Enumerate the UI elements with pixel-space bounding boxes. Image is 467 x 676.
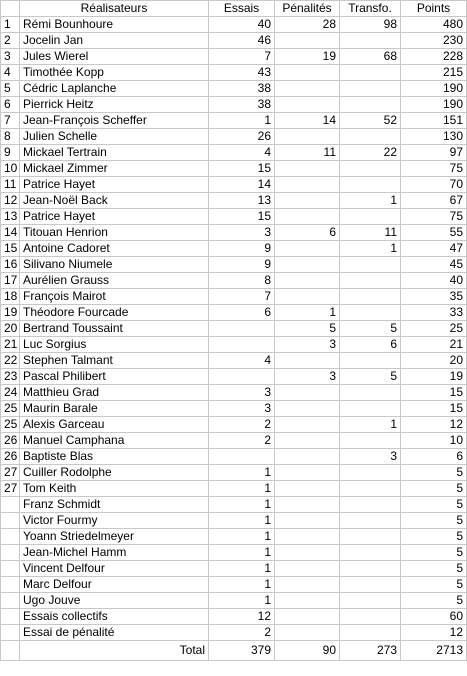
- essais-cell[interactable]: 38: [209, 97, 275, 113]
- penalites-cell[interactable]: [275, 561, 340, 577]
- name-cell[interactable]: Jean-François Scheffer: [20, 113, 209, 129]
- points-cell[interactable]: 55: [401, 225, 467, 241]
- penalites-cell[interactable]: [275, 65, 340, 81]
- name-cell[interactable]: Tom Keith: [20, 481, 209, 497]
- essais-cell[interactable]: 9: [209, 241, 275, 257]
- rank-cell[interactable]: 14: [1, 225, 20, 241]
- table-row: [1, 17, 467, 33]
- essais-cell[interactable]: 8: [209, 273, 275, 289]
- rank-cell[interactable]: [1, 593, 20, 609]
- table-row: [1, 465, 467, 481]
- header-points[interactable]: Points: [401, 1, 467, 17]
- header-penalites[interactable]: Pénalités: [275, 1, 340, 17]
- transfo-cell[interactable]: 5: [340, 369, 401, 385]
- transfo-cell[interactable]: [340, 481, 401, 497]
- essais-cell[interactable]: [209, 321, 275, 337]
- table-row: [1, 401, 467, 417]
- essais-cell[interactable]: 13: [209, 193, 275, 209]
- essais-cell[interactable]: 1: [209, 593, 275, 609]
- transfo-cell[interactable]: [340, 385, 401, 401]
- penalites-cell[interactable]: [275, 353, 340, 369]
- table-row: [1, 593, 467, 609]
- penalites-cell[interactable]: [275, 81, 340, 97]
- points-cell[interactable]: 15: [401, 385, 467, 401]
- penalites-cell[interactable]: [275, 593, 340, 609]
- points-cell[interactable]: 190: [401, 97, 467, 113]
- points-cell[interactable]: 5: [401, 497, 467, 513]
- penalites-cell[interactable]: [275, 481, 340, 497]
- transfo-cell[interactable]: [340, 353, 401, 369]
- name-cell[interactable]: Essais collectifs: [20, 609, 209, 625]
- header-realisateurs[interactable]: Réalisateurs: [20, 1, 209, 17]
- penalites-cell[interactable]: 28: [275, 17, 340, 33]
- points-cell[interactable]: 12: [401, 417, 467, 433]
- essais-cell[interactable]: 2: [209, 433, 275, 449]
- rank-cell[interactable]: 7: [1, 113, 20, 129]
- name-cell[interactable]: Théodore Fourcade: [20, 305, 209, 321]
- penalites-cell[interactable]: [275, 417, 340, 433]
- points-cell[interactable]: 15: [401, 401, 467, 417]
- table-row: [1, 289, 467, 305]
- table-row: [1, 337, 467, 353]
- table-row: [1, 481, 467, 497]
- table-row: [1, 177, 467, 193]
- table-row: [1, 257, 467, 273]
- essais-cell[interactable]: 4: [209, 353, 275, 369]
- rank-cell[interactable]: 17: [1, 273, 20, 289]
- rank-cell[interactable]: 12: [1, 193, 20, 209]
- transfo-cell[interactable]: 1: [340, 193, 401, 209]
- penalites-cell[interactable]: [275, 625, 340, 641]
- table-row: [1, 385, 467, 401]
- transfo-cell[interactable]: [340, 81, 401, 97]
- name-cell[interactable]: Cédric Laplanche: [20, 81, 209, 97]
- points-cell[interactable]: 35: [401, 289, 467, 305]
- essais-cell[interactable]: 26: [209, 129, 275, 145]
- rank-cell[interactable]: 11: [1, 177, 20, 193]
- name-cell[interactable]: Jules Wierel: [20, 49, 209, 65]
- table-row: [1, 369, 467, 385]
- essais-cell[interactable]: 6: [209, 305, 275, 321]
- penalites-cell[interactable]: [275, 33, 340, 49]
- name-cell[interactable]: Patrice Hayet: [20, 209, 209, 225]
- penalites-cell[interactable]: [275, 177, 340, 193]
- header-row: [1, 1, 467, 17]
- transfo-cell[interactable]: 5: [340, 321, 401, 337]
- points-cell[interactable]: 33: [401, 305, 467, 321]
- total-points[interactable]: 2713: [401, 641, 467, 661]
- name-cell[interactable]: Patrice Hayet: [20, 177, 209, 193]
- points-cell[interactable]: 70: [401, 177, 467, 193]
- name-cell[interactable]: Antoine Cadoret: [20, 241, 209, 257]
- rank-cell[interactable]: [1, 513, 20, 529]
- transfo-cell[interactable]: [340, 257, 401, 273]
- name-cell[interactable]: Titouan Henrion: [20, 225, 209, 241]
- table-row: [1, 209, 467, 225]
- total-transfo[interactable]: 273: [340, 641, 401, 661]
- penalites-cell[interactable]: 1: [275, 305, 340, 321]
- penalites-cell[interactable]: [275, 257, 340, 273]
- essais-cell[interactable]: 12: [209, 609, 275, 625]
- transfo-cell[interactable]: [340, 33, 401, 49]
- penalites-cell[interactable]: [275, 497, 340, 513]
- rank-cell[interactable]: 1: [1, 17, 20, 33]
- rank-cell[interactable]: [1, 545, 20, 561]
- name-cell[interactable]: François Mairot: [20, 289, 209, 305]
- penalites-cell[interactable]: 11: [275, 145, 340, 161]
- essais-cell[interactable]: 1: [209, 481, 275, 497]
- transfo-cell[interactable]: [340, 273, 401, 289]
- transfo-cell[interactable]: [340, 129, 401, 145]
- points-cell[interactable]: 21: [401, 337, 467, 353]
- points-cell[interactable]: 47: [401, 241, 467, 257]
- penalites-cell[interactable]: [275, 161, 340, 177]
- table-row: [1, 305, 467, 321]
- name-cell[interactable]: Stephen Talmant: [20, 353, 209, 369]
- points-cell[interactable]: 5: [401, 529, 467, 545]
- transfo-cell[interactable]: [340, 401, 401, 417]
- essais-cell[interactable]: [209, 337, 275, 353]
- name-cell[interactable]: Aurélien Grauss: [20, 273, 209, 289]
- penalites-cell[interactable]: [275, 193, 340, 209]
- points-cell[interactable]: 5: [401, 593, 467, 609]
- penalites-cell[interactable]: 3: [275, 337, 340, 353]
- points-cell[interactable]: 480: [401, 17, 467, 33]
- table-row: [1, 625, 467, 641]
- essais-cell[interactable]: [209, 449, 275, 465]
- transfo-cell[interactable]: [340, 161, 401, 177]
- transfo-cell[interactable]: [340, 97, 401, 113]
- name-cell[interactable]: Mickael Zimmer: [20, 161, 209, 177]
- penalites-cell[interactable]: [275, 241, 340, 257]
- rank-cell[interactable]: 25: [1, 417, 20, 433]
- rank-cell[interactable]: 6: [1, 97, 20, 113]
- rank-cell[interactable]: [1, 561, 20, 577]
- name-cell[interactable]: Marc Delfour: [20, 577, 209, 593]
- points-cell[interactable]: 75: [401, 209, 467, 225]
- rank-cell[interactable]: 22: [1, 353, 20, 369]
- penalites-cell[interactable]: [275, 385, 340, 401]
- rank-cell[interactable]: 15: [1, 241, 20, 257]
- transfo-cell[interactable]: 68: [340, 49, 401, 65]
- name-cell[interactable]: Luc Sorgius: [20, 337, 209, 353]
- total-penalites[interactable]: 90: [275, 641, 340, 661]
- transfo-cell[interactable]: [340, 289, 401, 305]
- table-row: [1, 577, 467, 593]
- essais-cell[interactable]: 1: [209, 497, 275, 513]
- points-cell[interactable]: 45: [401, 257, 467, 273]
- essais-cell[interactable]: 3: [209, 385, 275, 401]
- essais-cell[interactable]: 3: [209, 401, 275, 417]
- name-cell[interactable]: Maurin Barale: [20, 401, 209, 417]
- rank-cell[interactable]: 19: [1, 305, 20, 321]
- name-cell[interactable]: Yoann Striedelmeyer: [20, 529, 209, 545]
- transfo-cell[interactable]: 3: [340, 449, 401, 465]
- name-cell[interactable]: Manuel Camphana: [20, 433, 209, 449]
- penalites-cell[interactable]: [275, 97, 340, 113]
- points-cell[interactable]: 190: [401, 81, 467, 97]
- essais-cell[interactable]: 1: [209, 561, 275, 577]
- name-cell[interactable]: Rémi Bounhoure: [20, 17, 209, 33]
- table-row: [1, 65, 467, 81]
- table-body: [1, 17, 467, 641]
- rank-cell[interactable]: 24: [1, 385, 20, 401]
- name-cell[interactable]: Bertrand Toussaint: [20, 321, 209, 337]
- table-row: [1, 497, 467, 513]
- rank-cell[interactable]: 2: [1, 33, 20, 49]
- rank-cell[interactable]: 20: [1, 321, 20, 337]
- name-cell[interactable]: Alexis Garceau: [20, 417, 209, 433]
- total-label[interactable]: Total: [20, 641, 209, 661]
- table-row: [1, 273, 467, 289]
- penalites-cell[interactable]: [275, 209, 340, 225]
- points-cell[interactable]: 5: [401, 465, 467, 481]
- points-cell[interactable]: 228: [401, 49, 467, 65]
- rank-cell[interactable]: 8: [1, 129, 20, 145]
- table-row: [1, 97, 467, 113]
- rank-cell[interactable]: 3: [1, 49, 20, 65]
- rank-cell[interactable]: 10: [1, 161, 20, 177]
- points-cell[interactable]: 5: [401, 513, 467, 529]
- table-row: [1, 417, 467, 433]
- transfo-cell[interactable]: [340, 561, 401, 577]
- penalites-cell[interactable]: [275, 449, 340, 465]
- transfo-cell[interactable]: 98: [340, 17, 401, 33]
- table-row: [1, 49, 467, 65]
- penalites-cell[interactable]: 14: [275, 113, 340, 129]
- points-cell[interactable]: 97: [401, 145, 467, 161]
- transfo-cell[interactable]: [340, 465, 401, 481]
- rank-cell[interactable]: 26: [1, 433, 20, 449]
- points-cell[interactable]: 20: [401, 353, 467, 369]
- transfo-cell[interactable]: 22: [340, 145, 401, 161]
- rank-cell[interactable]: 18: [1, 289, 20, 305]
- transfo-cell[interactable]: 1: [340, 241, 401, 257]
- name-cell[interactable]: Victor Fourmy: [20, 513, 209, 529]
- table-row: [1, 449, 467, 465]
- essais-cell[interactable]: 1: [209, 113, 275, 129]
- points-cell[interactable]: 215: [401, 65, 467, 81]
- points-cell[interactable]: 151: [401, 113, 467, 129]
- transfo-cell[interactable]: [340, 177, 401, 193]
- table-row: [1, 513, 467, 529]
- rank-cell[interactable]: [1, 529, 20, 545]
- name-cell[interactable]: Mickael Tertrain: [20, 145, 209, 161]
- table-row: [1, 161, 467, 177]
- name-cell[interactable]: Cuiller Rodolphe: [20, 465, 209, 481]
- essais-cell[interactable]: 40: [209, 17, 275, 33]
- essais-cell[interactable]: 1: [209, 545, 275, 561]
- rank-cell[interactable]: 27: [1, 481, 20, 497]
- transfo-cell[interactable]: [340, 529, 401, 545]
- points-cell[interactable]: 12: [401, 625, 467, 641]
- rank-cell[interactable]: [1, 497, 20, 513]
- penalites-cell[interactable]: [275, 273, 340, 289]
- table-row: [1, 193, 467, 209]
- penalites-cell[interactable]: 3: [275, 369, 340, 385]
- name-cell[interactable]: Silivano Niumele: [20, 257, 209, 273]
- points-cell[interactable]: 6: [401, 449, 467, 465]
- points-cell[interactable]: 67: [401, 193, 467, 209]
- essais-cell[interactable]: 7: [209, 289, 275, 305]
- transfo-cell[interactable]: [340, 625, 401, 641]
- essais-cell[interactable]: 1: [209, 529, 275, 545]
- penalites-cell[interactable]: [275, 577, 340, 593]
- points-cell[interactable]: 19: [401, 369, 467, 385]
- table-row: [1, 33, 467, 49]
- rank-cell[interactable]: 26: [1, 449, 20, 465]
- points-cell[interactable]: 230: [401, 33, 467, 49]
- header-rank[interactable]: [1, 1, 20, 17]
- rank-cell[interactable]: 13: [1, 209, 20, 225]
- rank-cell[interactable]: 21: [1, 337, 20, 353]
- penalites-cell[interactable]: [275, 289, 340, 305]
- table-row: [1, 545, 467, 561]
- name-cell[interactable]: Jocelin Jan: [20, 33, 209, 49]
- rank-cell[interactable]: 9: [1, 145, 20, 161]
- rank-cell[interactable]: 5: [1, 81, 20, 97]
- penalites-cell[interactable]: [275, 129, 340, 145]
- transfo-cell[interactable]: [340, 609, 401, 625]
- essais-cell[interactable]: 7: [209, 49, 275, 65]
- essais-cell[interactable]: 38: [209, 81, 275, 97]
- penalites-cell[interactable]: [275, 401, 340, 417]
- essais-cell[interactable]: [209, 369, 275, 385]
- points-cell[interactable]: 130: [401, 129, 467, 145]
- table-row: [1, 561, 467, 577]
- transfo-cell[interactable]: [340, 497, 401, 513]
- transfo-cell[interactable]: [340, 209, 401, 225]
- table-row: [1, 241, 467, 257]
- penalites-cell[interactable]: 19: [275, 49, 340, 65]
- rank-cell[interactable]: [1, 577, 20, 593]
- name-cell[interactable]: Franz Schmidt: [20, 497, 209, 513]
- name-cell[interactable]: Julien Schelle: [20, 129, 209, 145]
- rank-cell[interactable]: 25: [1, 401, 20, 417]
- points-cell[interactable]: 5: [401, 561, 467, 577]
- points-cell[interactable]: 5: [401, 481, 467, 497]
- points-cell[interactable]: 25: [401, 321, 467, 337]
- penalites-cell[interactable]: 6: [275, 225, 340, 241]
- header-transfo[interactable]: Transfo.: [340, 1, 401, 17]
- table-row: [1, 433, 467, 449]
- transfo-cell[interactable]: [340, 577, 401, 593]
- essais-cell[interactable]: 3: [209, 225, 275, 241]
- essais-cell[interactable]: 1: [209, 577, 275, 593]
- name-cell[interactable]: Matthieu Grad: [20, 385, 209, 401]
- name-cell[interactable]: Pierrick Heitz: [20, 97, 209, 113]
- penalites-cell[interactable]: [275, 513, 340, 529]
- transfo-cell[interactable]: [340, 433, 401, 449]
- name-cell[interactable]: Timothée Kopp: [20, 65, 209, 81]
- table-row: [1, 529, 467, 545]
- table-row: [1, 81, 467, 97]
- essais-cell[interactable]: 15: [209, 209, 275, 225]
- essais-cell[interactable]: 2: [209, 625, 275, 641]
- rank-cell[interactable]: 16: [1, 257, 20, 273]
- name-cell[interactable]: Baptiste Blas: [20, 449, 209, 465]
- table-row: [1, 225, 467, 241]
- penalites-cell[interactable]: [275, 433, 340, 449]
- total-rank-cell[interactable]: [1, 641, 20, 661]
- transfo-cell[interactable]: [340, 305, 401, 321]
- penalites-cell[interactable]: [275, 465, 340, 481]
- points-cell[interactable]: 75: [401, 161, 467, 177]
- table-row: [1, 321, 467, 337]
- name-cell[interactable]: Vincent Delfour: [20, 561, 209, 577]
- rank-cell[interactable]: [1, 625, 20, 641]
- points-cell[interactable]: 60: [401, 609, 467, 625]
- penalites-cell[interactable]: [275, 609, 340, 625]
- essais-cell[interactable]: 15: [209, 161, 275, 177]
- penalites-cell[interactable]: 5: [275, 321, 340, 337]
- transfo-cell[interactable]: [340, 513, 401, 529]
- transfo-cell[interactable]: [340, 593, 401, 609]
- name-cell[interactable]: Jean-Noël Back: [20, 193, 209, 209]
- transfo-cell[interactable]: 11: [340, 225, 401, 241]
- transfo-cell[interactable]: 1: [340, 417, 401, 433]
- points-cell[interactable]: 10: [401, 433, 467, 449]
- table-row: [1, 113, 467, 129]
- essais-cell[interactable]: 4: [209, 145, 275, 161]
- rank-cell[interactable]: [1, 609, 20, 625]
- transfo-cell[interactable]: 52: [340, 113, 401, 129]
- table-row: [1, 145, 467, 161]
- penalites-cell[interactable]: [275, 545, 340, 561]
- essais-cell[interactable]: 2: [209, 417, 275, 433]
- essais-cell[interactable]: 46: [209, 33, 275, 49]
- total-essais[interactable]: 379: [209, 641, 275, 661]
- name-cell[interactable]: Jean-Michel Hamm: [20, 545, 209, 561]
- name-cell[interactable]: Pascal Philibert: [20, 369, 209, 385]
- transfo-cell[interactable]: [340, 65, 401, 81]
- essais-cell[interactable]: 43: [209, 65, 275, 81]
- rank-cell[interactable]: 23: [1, 369, 20, 385]
- points-cell[interactable]: 40: [401, 273, 467, 289]
- rank-cell[interactable]: 4: [1, 65, 20, 81]
- total-row: [1, 641, 467, 661]
- points-cell[interactable]: 5: [401, 545, 467, 561]
- essais-cell[interactable]: 1: [209, 513, 275, 529]
- name-cell[interactable]: Essai de pénalité: [20, 625, 209, 641]
- name-cell[interactable]: Ugo Jouve: [20, 593, 209, 609]
- table-row: [1, 129, 467, 145]
- essais-cell[interactable]: 9: [209, 257, 275, 273]
- essais-cell[interactable]: 1: [209, 465, 275, 481]
- table-row: [1, 609, 467, 625]
- transfo-cell[interactable]: 6: [340, 337, 401, 353]
- points-cell[interactable]: 5: [401, 577, 467, 593]
- rank-cell[interactable]: 27: [1, 465, 20, 481]
- penalites-cell[interactable]: [275, 529, 340, 545]
- table-row: [1, 353, 467, 369]
- essais-cell[interactable]: 14: [209, 177, 275, 193]
- header-essais[interactable]: Essais: [209, 1, 275, 17]
- transfo-cell[interactable]: [340, 545, 401, 561]
